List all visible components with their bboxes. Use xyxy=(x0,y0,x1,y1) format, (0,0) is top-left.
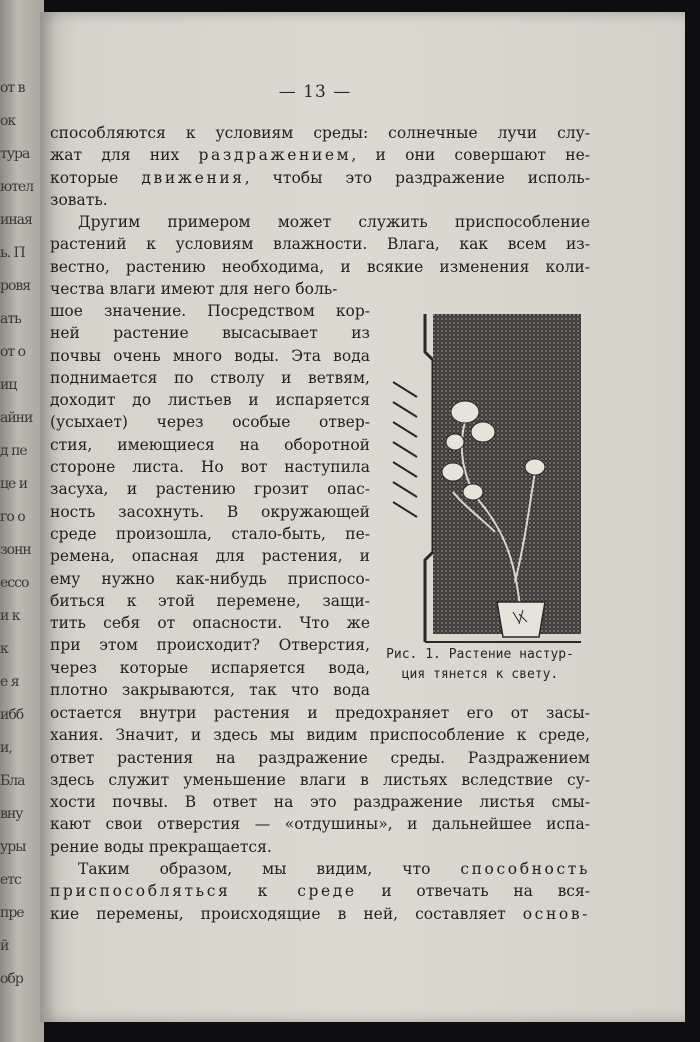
bottom-paragraphs xyxy=(50,702,590,925)
text-line: тить себя от опасности. Что же xyxy=(50,614,370,633)
adjacent-left-page xyxy=(0,0,44,1042)
figure-caption-line-1: Рис. 1. Растение настур- xyxy=(386,647,574,662)
emphasized-text: приспособляться к среде xyxy=(50,882,357,901)
book-page xyxy=(40,12,685,1022)
left-page-fragment: иная xyxy=(0,212,32,228)
left-page-fragment: ок xyxy=(0,113,16,129)
text-line xyxy=(50,278,590,300)
text-line: при этом происходит? Отверстия, xyxy=(50,636,370,655)
left-page-fragment: ютел xyxy=(0,179,34,195)
text-line: через которые испаряется вода, xyxy=(50,658,370,677)
text-span: вестно, растению необходима, и всякие изменения коли- xyxy=(50,257,590,276)
text-line: (усыхает) через особые отвер- xyxy=(50,413,370,432)
left-page-fragment: пре xyxy=(0,905,24,921)
text-span: чества влаги имеют для него боль- xyxy=(50,280,338,299)
text-line: ремена, опасная для растения, и xyxy=(50,547,370,566)
text-line xyxy=(50,903,590,925)
text-line: ность засохнуть. В окружающей xyxy=(50,502,370,521)
text-span: кие перемены, происходящие в ней, составляет xyxy=(50,904,523,923)
nasturtium-illustration xyxy=(385,302,585,662)
left-page-fragment: е я xyxy=(0,674,19,690)
narrow-paragraph xyxy=(50,300,370,701)
text-span: Другим примером может служить приспособление xyxy=(78,213,590,232)
text-span: , и они совершают не- xyxy=(351,146,590,165)
left-page-fragment: це и xyxy=(0,476,28,492)
text-span: зовать. xyxy=(50,190,108,209)
text-line xyxy=(50,189,590,211)
text-line xyxy=(50,747,590,769)
text-line: доходит до листьев и испаряется xyxy=(50,391,370,410)
text-line: ней растение высасывает из xyxy=(50,324,370,343)
text-line: поднимается по стволу и ветвям, xyxy=(50,368,370,387)
text-span: остается внутри растения и предохраняет его от засы- xyxy=(50,704,590,722)
text-line: плотно закрываются, так что вода xyxy=(50,681,370,700)
left-page-fragment: обр xyxy=(0,971,23,987)
text-span: и отвечать на вся- xyxy=(356,882,590,901)
text-line xyxy=(50,813,590,835)
text-line: среде произошла, стало-быть, пе- xyxy=(50,524,370,543)
left-page-fragment: ровя xyxy=(0,278,31,294)
text-line xyxy=(50,769,590,791)
figure-caption-line-2: ция тянется к свету. xyxy=(401,667,559,682)
left-page-fragment: етс xyxy=(0,872,21,888)
left-page-fragment: и, xyxy=(0,740,12,756)
text-line xyxy=(50,702,590,724)
text-line: засуха, и растению грозит опас- xyxy=(50,480,370,499)
text-span: , чтобы это раздражение исполь- xyxy=(244,168,590,187)
left-page-fragment: ессо xyxy=(0,575,29,591)
text-line: стороне листа. Но вот наступила xyxy=(50,458,370,477)
text-span: хости почвы. В ответ на это раздражение листья смы- xyxy=(50,793,590,812)
text-line xyxy=(50,836,590,858)
text-line xyxy=(50,211,590,233)
left-page-fragment: айни xyxy=(0,410,33,426)
text-line: стия, имеющиеся на оборотной xyxy=(50,435,370,454)
text-line: почвы очень много воды. Эта вода xyxy=(50,346,370,365)
left-page-fragment: го о xyxy=(0,509,25,525)
page-number: — 13 — xyxy=(278,82,352,102)
left-page-fragment: тура xyxy=(0,146,30,162)
left-page-fragment: ать xyxy=(0,311,21,327)
left-page-fragment: от о xyxy=(0,344,26,360)
text-line xyxy=(50,122,590,144)
left-page-fragment: иц xyxy=(0,377,17,393)
text-span: кают свои отверстия — «отдушины», и дальнейшее испа- xyxy=(50,815,590,834)
text-line xyxy=(50,144,590,166)
text-line xyxy=(50,791,590,813)
text-span: здесь служит уменьшение влаги в листьях вследствие су- xyxy=(50,770,590,789)
left-page-fragment: от в xyxy=(0,80,25,96)
text-line xyxy=(50,880,590,902)
text-span: растений к условиям влажности. Влага, как всем из- xyxy=(50,235,590,254)
text-span: жат для них xyxy=(50,146,199,165)
left-page-fragment: уры xyxy=(0,839,26,855)
emphasized-text: основ- xyxy=(522,904,590,923)
emphasized-text: способность xyxy=(460,860,590,879)
left-page-fragment: ибб xyxy=(0,707,24,723)
text-line: шое значение. Посредством кор- xyxy=(50,302,370,320)
left-page-fragment: ь. П xyxy=(0,245,25,261)
text-line xyxy=(50,233,590,255)
figure-caption xyxy=(380,645,580,685)
text-line: ему нужно как-нибудь приспосо- xyxy=(50,569,370,588)
text-line xyxy=(50,256,590,278)
left-page-fragment: вну xyxy=(0,806,23,822)
text-span: которые xyxy=(50,168,142,187)
text-line: биться к этой перемене, защи- xyxy=(50,591,370,610)
emphasized-text: движения xyxy=(141,168,245,187)
text-line xyxy=(50,167,590,189)
top-paragraphs xyxy=(50,122,590,300)
text-span: хания. Значит, и здесь мы видим приспособление к среде, xyxy=(50,726,590,745)
left-page-fragment: д пе xyxy=(0,443,27,459)
left-page-fragment: Бла xyxy=(0,773,25,789)
left-page-fragment: й xyxy=(0,938,9,954)
text-line xyxy=(50,724,590,746)
text-span: рение воды прекращается. xyxy=(50,837,272,856)
text-span: ответ растения на раздражение среды. Раздражением xyxy=(50,748,590,767)
emphasized-text: раздражением xyxy=(198,146,352,165)
text-line xyxy=(50,858,590,880)
left-page-fragment: и к xyxy=(0,608,20,624)
left-page-fragment: к xyxy=(0,641,8,657)
left-page-fragment: зонн xyxy=(0,542,31,558)
text-span: Таким образом, мы видим, что xyxy=(78,860,461,879)
text-span: способляются к условиям среды: солнечные лучи слу- xyxy=(50,124,590,142)
